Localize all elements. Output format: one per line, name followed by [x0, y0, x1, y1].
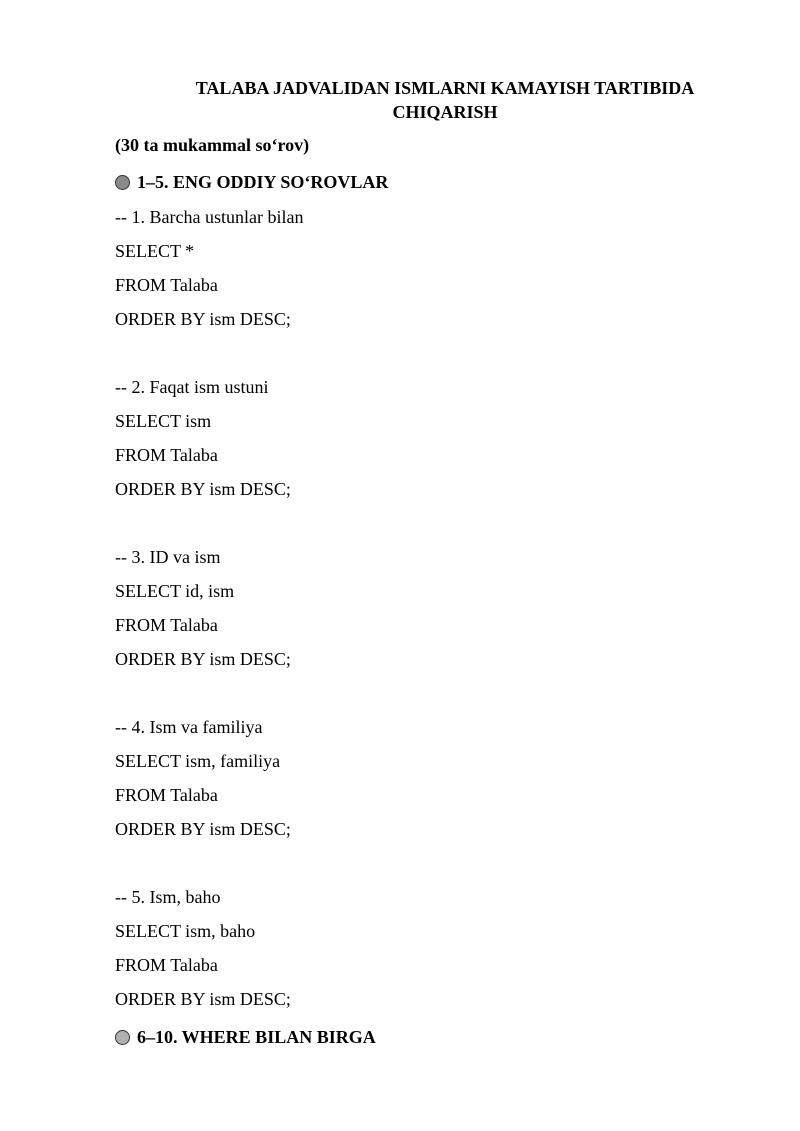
document-title-line-1: TALABA JADVALIDAN ISMLARNI KAMAYISH TARTIBIDA — [195, 78, 695, 98]
query-2-select: SELECT ism — [115, 411, 212, 431]
section-heading-2 — [115, 1026, 376, 1048]
query-3-select: SELECT id, ism — [115, 581, 235, 601]
query-5-order: ORDER BY ism DESC; — [115, 989, 291, 1009]
document-title-line-2: CHIQARISH — [392, 102, 498, 122]
query-1-comment: -- 1. Barcha ustunlar bilan — [115, 207, 304, 227]
query-4-comment: -- 4. Ism va familiya — [115, 717, 263, 737]
query-1-from: FROM Talaba — [115, 275, 218, 295]
query-3-comment: -- 3. ID va ism — [115, 547, 221, 567]
section-heading-2-text: 6–10. WHERE BILAN BIRGA — [137, 1027, 376, 1047]
query-3-from: FROM Talaba — [115, 615, 218, 635]
section-heading-1 — [115, 171, 388, 193]
query-5-select: SELECT ism, baho — [115, 921, 256, 941]
query-1-select: SELECT * — [115, 241, 195, 261]
section-heading-1-text: 1–5. ENG ODDIY SO‘ROVLAR — [137, 172, 389, 192]
query-2-comment: -- 2. Faqat ism ustuni — [115, 377, 269, 397]
query-3-order: ORDER BY ism DESC; — [115, 649, 291, 669]
document-subtitle: (30 ta mukammal so‘rov) — [115, 135, 310, 155]
query-5-from: FROM Talaba — [115, 955, 218, 975]
query-1-order: ORDER BY ism DESC; — [115, 309, 291, 329]
gray-circle-icon — [115, 1030, 130, 1045]
query-4-order: ORDER BY ism DESC; — [115, 819, 291, 839]
query-2-order: ORDER BY ism DESC; — [115, 479, 291, 499]
query-5-comment: -- 5. Ism, baho — [115, 887, 221, 907]
gray-circle-icon — [115, 175, 130, 190]
query-4-select: SELECT ism, familiya — [115, 751, 281, 771]
query-4-from: FROM Talaba — [115, 785, 218, 805]
query-2-from: FROM Talaba — [115, 445, 218, 465]
